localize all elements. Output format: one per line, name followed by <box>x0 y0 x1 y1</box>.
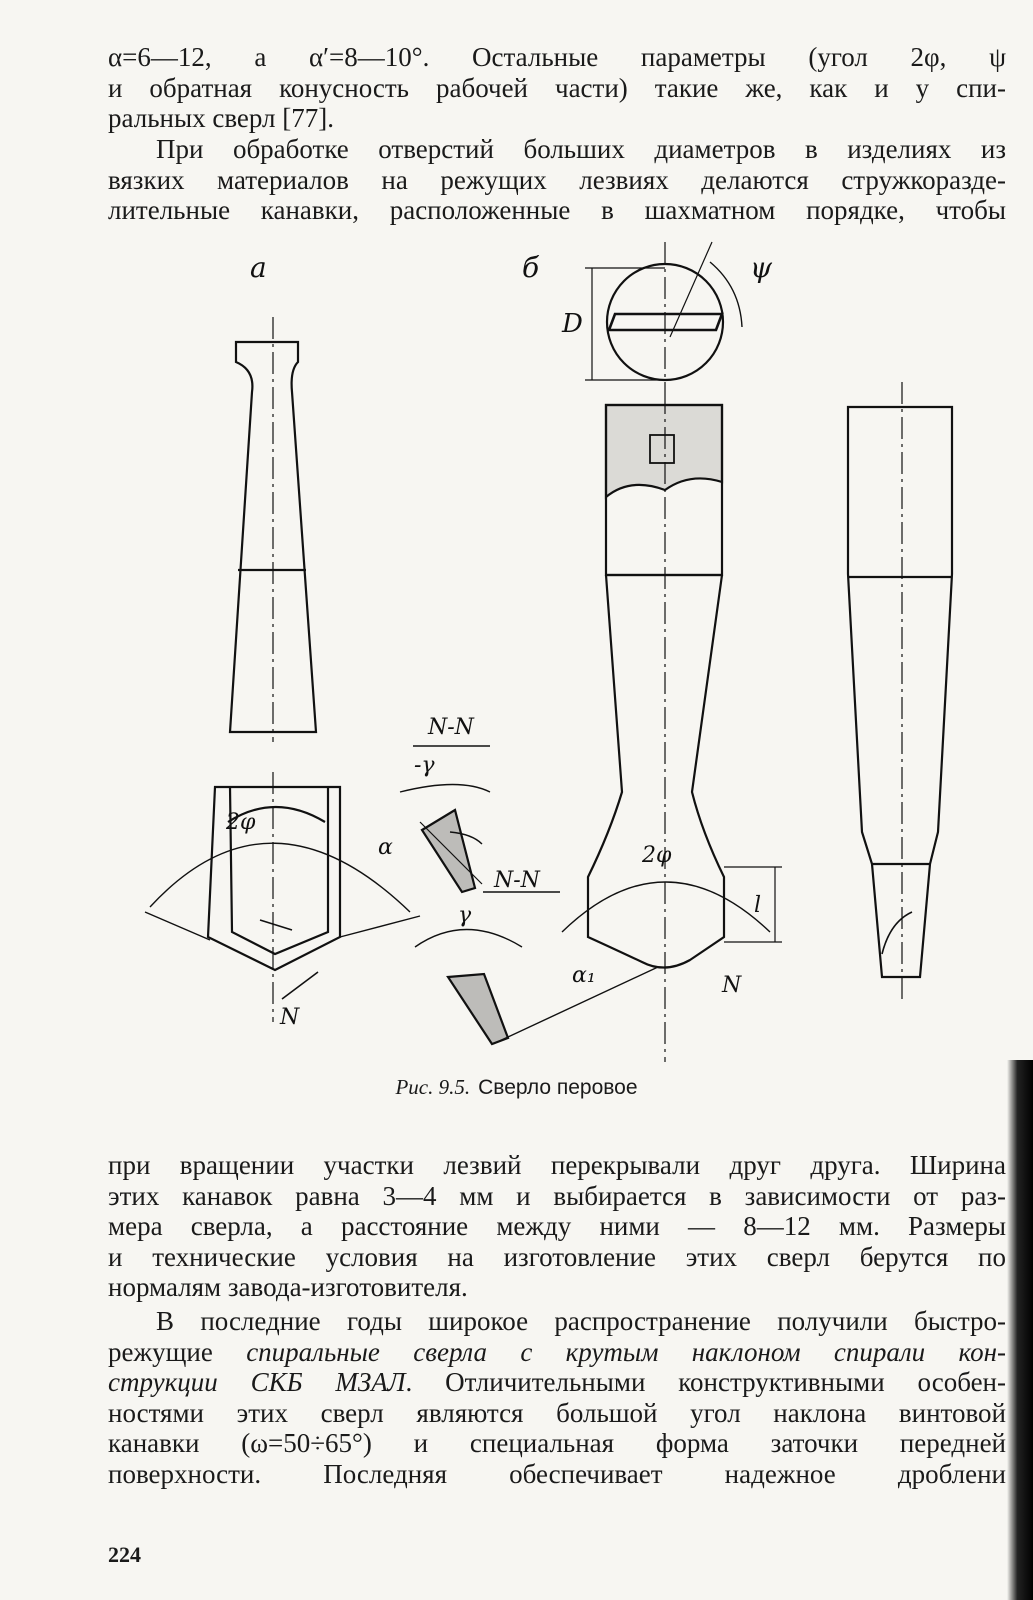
text-line: вязких материалов на режущих лезвиях делаются стружкоразде- <box>108 164 1006 195</box>
text-line: ральных сверл [77]. <box>108 103 335 133</box>
scan-edge-shadow <box>1007 1060 1033 1600</box>
text-line: При обработке отверстий больших диаметров в изделиях из <box>156 134 1006 164</box>
paragraph-4 <box>108 1306 1006 1489</box>
figure-label-l: l <box>754 893 762 918</box>
figure-label-n-a: N <box>280 1005 300 1030</box>
text-line <box>108 1337 1006 1368</box>
text-line: и технические условия на изготовление этих сверл берутся по <box>108 1241 1006 1272</box>
paragraph-1 <box>108 42 1006 134</box>
figure-label-diameter: D <box>562 309 583 339</box>
drill-figure <box>110 232 1010 1062</box>
paragraph-3 <box>108 1150 1006 1303</box>
figure-label-2phi-right: 2φ <box>642 843 672 868</box>
text-line: и обратная конусность рабочей части) такие же, как и у спи- <box>108 72 1006 103</box>
text-line: поверхности. Последняя обеспечивает надежное дроблени <box>108 1458 1006 1489</box>
text-line: лительные канавки, расположенные в шахматном порядке, чтобы <box>108 195 1006 225</box>
caption-label: Рис. 9.5. <box>395 1075 471 1099</box>
page-number: 224 <box>108 1542 141 1567</box>
figure-label-b: б <box>522 251 540 284</box>
figure-label-minus-gamma: -γ <box>414 753 435 778</box>
text-line: ностями этих сверл являются большой угол наклона винтовой <box>108 1397 1006 1428</box>
text-line: нормалям завода-изготовителя. <box>108 1272 468 1302</box>
text-line: канавки (ω=50÷65°) и специальная форма заточки передней <box>108 1428 1006 1458</box>
figure-label-nn-top: N-N <box>428 715 474 740</box>
text-italic: спиральные сверла с крутым наклоном спирали кон- <box>246 1336 1006 1367</box>
figure-label-a: а <box>250 251 267 284</box>
text-normal: . Отличительными конструктивными особен- <box>405 1367 1007 1397</box>
text-line: α=6—12, а α′=8—10°. Остальные параметры (угол 2φ, ψ <box>108 42 1006 72</box>
text-line: этих канавок равна 3—4 мм и выбирается в зависимости от раз- <box>108 1180 1006 1211</box>
figure-label-2phi-left: 2φ <box>226 810 256 835</box>
figure-label-n-b: N <box>722 973 742 998</box>
text-line <box>108 1367 1006 1398</box>
figure-label-nn-bottom: N-N <box>494 868 540 893</box>
figure-caption <box>0 1075 1033 1100</box>
figure-label-alpha1: α₁ <box>572 963 596 988</box>
text-normal: режущие <box>108 1336 247 1367</box>
figure-label-psi: ψ <box>750 251 772 284</box>
figure-label-alpha: α <box>378 835 393 860</box>
caption-text: Сверло перовое <box>478 1076 638 1099</box>
text-line: при вращении участки лезвий перекрывали друг друга. Ширина <box>108 1150 1006 1180</box>
text-italic: струкции СКБ МЗАЛ <box>108 1367 406 1397</box>
text-line: мера сверла, а расстояние между ними — 8—12 мм. Размеры <box>108 1211 1006 1241</box>
figure-label-gamma: γ <box>458 903 472 928</box>
text-line: В последние годы широкое распространение получили быстро- <box>156 1306 1006 1336</box>
paragraph-2 <box>108 134 1006 226</box>
